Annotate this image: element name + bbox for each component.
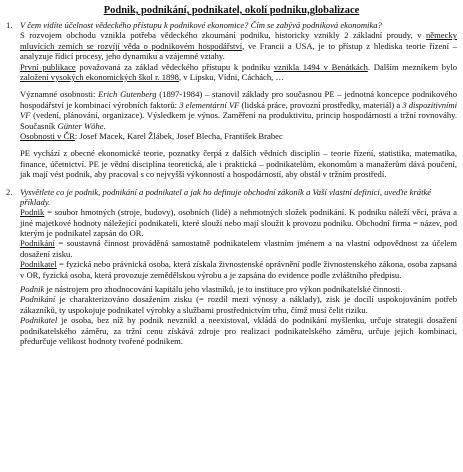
question-2 — [6, 187, 457, 208]
paragraph: Podnikatel je osoba, bez níž by podnik nevznikl a neexistoval, vkládá do podnikání myšlenku, určuje strategii dosažení podnikatelského záměru, za tržní cenu získává zdroje pro realizaci podnikatelského záměru, určuje jejich kombinaci, předurčuje velikost hodnoty tvořené podnikem. — [20, 315, 457, 347]
question-number: 2. — [6, 186, 13, 197]
paragraph: Osobnosti v ČR: Josef Macek, Karel Žlábek, Josef Blecha, František Brabec — [20, 130, 283, 141]
paragraph: Podnik je nástrojem pro zhodnocování kapitálu jeho vlastníků, je to instituce pro výkon podnikatelské činnosti. — [20, 284, 403, 295]
paragraph: Podnik = soubor hmotných (stroje, budovy), osobních (lidé) a nehmotných složek podnikání. K podniku náleží věci, práva a jiné majetkové hodnoty náležející podnikateli, které slouží nebo mají sloužit k provozu podniku. Obchodní firma = název, pod kterým je podnikatel zapsán do OR. — [20, 207, 457, 238]
paragraph: Významné osobnosti: Erich Gutenberg (1897-1984) – stanovil základy pro současnou PE – jednotná koncepce podnikového hospodářství je kombinací výrobních faktorů: 3 elementární VF (lidská práce, provozní prostředky, materiál) a 3 dispozitivními VF (vedení, plánování, organizace). Výsledkem je výnos. Zaměření na produktivitu, princip hospodárnosti a tržní rovnováhy. Současník Günter Wöhe. — [20, 89, 457, 131]
question-text: Vysvětlete co je podnik, podnikání a podnikatel a jak ho definuje obchodní zákoník a Vaší vlastní definici, uveďte krátké příklady. — [20, 186, 432, 207]
question-number: 1. — [6, 20, 13, 30]
document-title: Podnik, podnikání, podnikatel, okolí podniku,globalizace — [103, 5, 360, 16]
question-text: V čem vidíte účelnost vědeckého přístupu k podnikové ekonomice? Čím se zabývá podniková ekonomika? — [20, 20, 382, 30]
paragraph: PE vychází z obecné ekonomické teorie, poznatky čerpá z dalších vědních disciplín – teorie řízení, statistika, matematika, finance, účetnictví. PE je vědní disciplína teoretická, ale i praktická – podnikatelům, ekonomům a manažerům dává poučení, jak mají vést podnik, aby pracoval s co nejvyšší výkonností a hospodárností, aby obstál v tržním prostředí. — [20, 148, 457, 180]
answer-2 — [6, 207, 457, 346]
answer-1 — [6, 30, 457, 179]
paragraph: S rozvojem obchodu vznikla potřeba vědeckého zkoumání podniku, historicky vznikly 2 základní proudy, v německy mluvících zemích se rozvíjí věda o podnikovém hospodářství, ve Francii a USA, je to přístup z hlediska teorie řízení – analyzuje řídicí procesy, jeho dynamiku a vzájemné vztahy. — [20, 30, 457, 62]
paragraph: Podnikání je charakterizováno dosažením zisku (= rozdíl mezi výnosy a náklady), zisk je docílí uspokojováním potřeb zákazníků, ty uspokojuje podnikatel výrobky a službami prostřednictvím trhu, čímž musí čelit riziku. — [20, 294, 457, 315]
paragraph: Podnikatel = fyzická nebo právnická osoba, která získala živnostenské oprávnění podle živnostenského zákona, osoba zapsaná v OR, fyzická osoba, která provozuje zemědělskou výrobu a je zapsána do evidence podle zvláštního předpisu. — [20, 259, 457, 280]
paragraph: Podnikání = soustavná činnost prováděná samostatně podnikatelem vlastním jménem a na vlastní odpovědnost za účelem dosažení zisku. — [20, 238, 457, 259]
paragraph: První publikace považovaná za základ vědeckého přístupu k podniku vznikla 1494 v Benátkách. Dalším mezníkem bylo založení vysokých ekonomických škol r. 1898, v Lipsku, Vídni, Cáchách, … — [20, 61, 457, 82]
question-1 — [6, 20, 457, 30]
